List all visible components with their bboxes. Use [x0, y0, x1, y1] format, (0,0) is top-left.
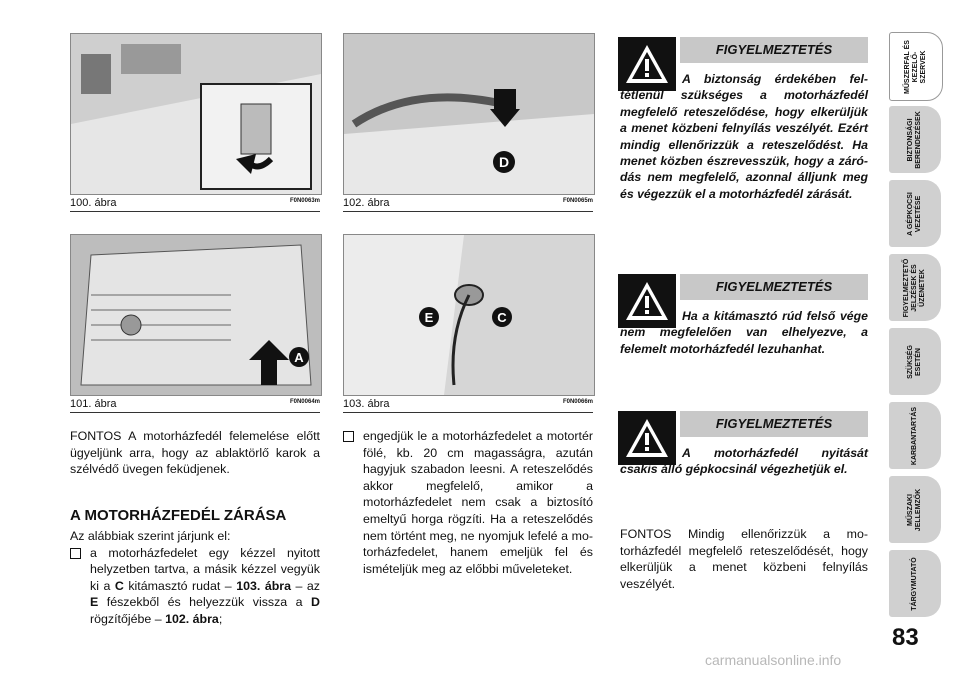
- figure-code: F0N0065m: [562, 198, 593, 204]
- tab-label: TÁRGYMUTATÓ: [911, 556, 918, 611]
- figure-101-image: [70, 234, 322, 396]
- figure-label-c: C: [497, 310, 507, 325]
- warning-title: FIGYELMEZTETÉS: [680, 411, 868, 437]
- caption-text: 101. ábra: [70, 398, 117, 410]
- warning-text: A biztonság érdekében feltétlenül szükséges a motorházfedél megfelelő reteszelődése, hogy elkerüljük a menet közbeni felnyílás veszélyét. Ezért mindig ellenőrizzük a reteszelődést. Ha menet közben észrevesszük, hogy a záródás nem megfelelő, azonnal álljunk meg és végezzük el a motorházfedél zárását.: [620, 72, 868, 201]
- tab-szukseg-eseten[interactable]: [889, 328, 941, 395]
- figure-103-image: [343, 234, 595, 396]
- warning-text: A motorházfedél nyitását csakis álló gépkocsinál végezhetjük el.: [620, 446, 868, 477]
- page-number: 83: [892, 624, 919, 651]
- warning-title: FIGYELMEZTETÉS: [680, 274, 868, 300]
- caption-text: 100. ábra: [70, 197, 117, 209]
- bullet-item: [343, 428, 593, 577]
- tab-label: MŰSZAKI JELLEMZŐK: [907, 488, 922, 531]
- mid-body: [343, 428, 593, 577]
- tab-karbantartas[interactable]: [889, 402, 941, 469]
- bullet-text-g: rögzítőjébe –: [90, 611, 166, 626]
- tab-muszerfal[interactable]: [889, 32, 943, 101]
- bullet-text-a: a motorházfedelet egy kézzel nyitott helyzetben tartva, a másik kézzel vegyük ki a: [90, 545, 320, 593]
- bullet-text-d: – az: [291, 578, 320, 593]
- bullet-text-b: kitámasztó rudat –: [123, 578, 237, 593]
- ref-d: D: [311, 595, 320, 610]
- tab-muszaki-jellemzok[interactable]: [889, 476, 941, 543]
- tab-label: FIGYELMEZTETŐ JELZÉSEK ÉS ÜZENETEK: [903, 258, 926, 317]
- left-intro: [70, 428, 320, 478]
- bullet-item: [70, 545, 320, 628]
- figure-code: F0N0064m: [289, 399, 320, 405]
- tab-label: SZÜKSÉG ESETÉN: [907, 344, 922, 379]
- ref-fig102: 102. ábra: [165, 611, 219, 626]
- tab-label: A GÉPKOCSI VEZETÉSE: [907, 191, 922, 236]
- figure-100-image: [70, 33, 322, 195]
- checkbox-bullet-icon: [343, 431, 354, 442]
- left-body: [70, 528, 320, 628]
- figure-100-caption: [70, 197, 320, 212]
- tab-label: MŰSZERFAL ÉS KEZELŐ-SZERVEK: [904, 39, 927, 94]
- caption-text: 102. ábra: [343, 197, 390, 209]
- caption-text: 103. ábra: [343, 398, 390, 410]
- tab-biztonsagi[interactable]: [889, 106, 941, 173]
- checkbox-bullet-icon: [70, 548, 81, 559]
- figure-102-image: [343, 33, 595, 195]
- sub-text: Az alábbiak szerint járjunk el:: [70, 529, 231, 543]
- tab-figyelmezteto[interactable]: [889, 254, 941, 321]
- ref-c: C: [114, 578, 124, 593]
- tab-targymutato[interactable]: [889, 550, 941, 617]
- tab-label: KARBANTARTÁS: [911, 406, 918, 465]
- warning-text: Ha a kitámasztó rúd felső vége nem megfelelően van elhelyezve, a felemelt motorházfedél lezuhanhat.: [620, 309, 868, 356]
- intro-paragraph: FONTOS A motorházfedél felemelése előtt ügyeljünk arra, hogy az ablaktörlő karok a szélvédő üvegen feküdjenek.: [70, 429, 320, 477]
- warning-box-2: [618, 274, 868, 384]
- warning-box-1: [618, 37, 868, 247]
- figure-label-a: A: [294, 350, 304, 365]
- ref-fig103: 103. ábra: [236, 578, 291, 593]
- figure-103-caption: [343, 398, 593, 413]
- figure-label-e: E: [424, 310, 434, 325]
- bullet-text-f: fészekből és helyezzük vissza a: [98, 595, 312, 610]
- tab-label: BIZTONSÁGI BERENDEZÉSEK: [907, 110, 922, 169]
- ref-e: E: [90, 595, 99, 610]
- figure-label-d: D: [498, 154, 510, 170]
- figure-code: F0N0063m: [289, 198, 320, 204]
- warning-title: FIGYELMEZTETÉS: [680, 37, 868, 63]
- tab-gepkocsi-vezetese[interactable]: [889, 180, 941, 247]
- bullet-text-h: ;: [218, 611, 223, 626]
- watermark: carmanualsonline.info: [705, 652, 842, 668]
- bullet-text: engedjük le a motorházfedelet a motortér fölé, kb. 20 cm magasságra, azután hagyjuk szabadon leesni. A reteszelődés akkor megfelelő, amikor a motorházfedelet nem csak a biztosító emeltyű horga rögzíti. Ha a reteszelődés nem történt meg, ne nyomjuk lefelé a motorházfedelet, hanem emeljük fel és ismételjük meg az előbbi műveleteket.: [363, 429, 593, 576]
- warning-box-3: [618, 411, 868, 501]
- figure-code: F0N0066m: [562, 399, 593, 405]
- figure-102-caption: [343, 197, 593, 212]
- figure-101-caption: [70, 398, 320, 413]
- right-note: FONTOS Mindig ellenőrizzük a motorházfedél megfelelő reteszelődését, hogy elkerüljük a menet közbeni felnyílás veszélyét.: [620, 527, 868, 591]
- section-heading: A MOTORHÁZFEDÉL ZÁRÁSA: [70, 507, 287, 524]
